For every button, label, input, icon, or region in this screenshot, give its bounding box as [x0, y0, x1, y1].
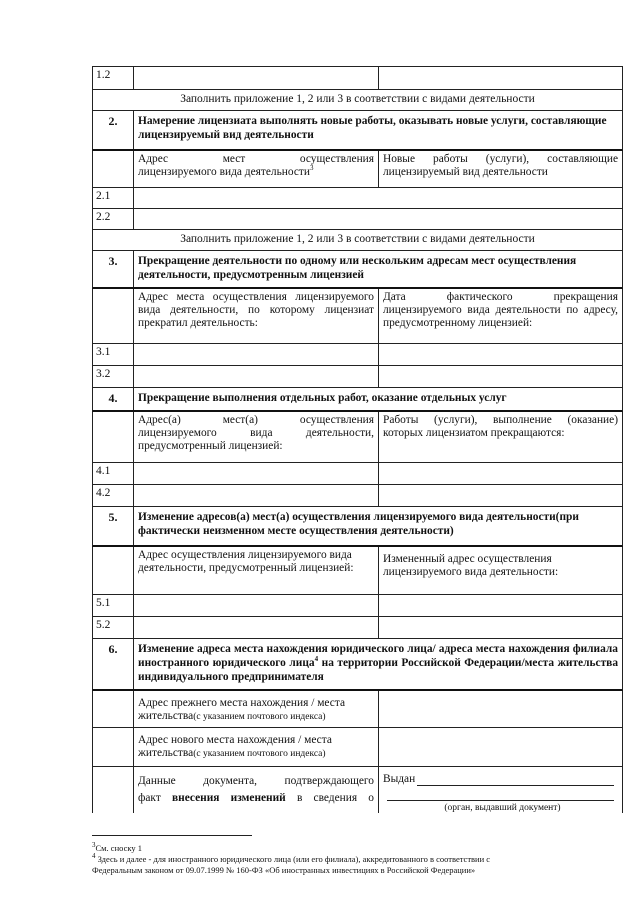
footnote-3: $^3$См. сноску 1	[92, 841, 142, 853]
column-label: Адрес(а) мест(а) осуществления лицензируемого вида деятельности, предусмотренный лицензией:	[134, 412, 379, 462]
input-cell[interactable]	[134, 209, 622, 229]
section-header	[92, 251, 623, 289]
section-title: Намерение лицензиата выполнять новые работы, оказывать новые услуги, составляющие лицензируемый вид деятельности	[138, 115, 607, 141]
input-cell[interactable]	[379, 463, 622, 484]
input-cell[interactable]	[134, 188, 622, 208]
table-row	[92, 728, 623, 767]
table-row	[92, 366, 623, 388]
column-label: Измененный адрес осуществления лицензируемого вида деятельности:	[383, 553, 559, 578]
footnote-divider	[92, 835, 252, 836]
input-cell[interactable]	[134, 463, 379, 484]
section-header	[92, 507, 623, 547]
input-cell[interactable]	[134, 617, 379, 638]
column-label: Новые работы (услуги), составляющие лицензируемый вид деятельности	[383, 153, 618, 178]
input-cell[interactable]	[379, 595, 622, 616]
input-cell[interactable]	[379, 728, 622, 766]
table-row	[92, 230, 623, 251]
field-label: Адрес нового места нахождения / места жительства(с указанием почтового индекса)	[134, 728, 379, 766]
issued-line[interactable]	[417, 774, 614, 786]
section-title: Изменение адресов(а) мест(а) осуществления лицензируемого вида деятельности(при фактически неизменном месте осуществления деятельности)	[138, 511, 579, 537]
column-label: Адрес осуществления лицензируемого вида деятельности, предусмотренный лицензией:	[134, 547, 379, 594]
section-header	[92, 639, 623, 691]
section-number: 2.	[93, 111, 134, 149]
table-row	[92, 547, 623, 595]
row-number: 2.2	[93, 209, 134, 229]
issuer-line[interactable]	[387, 790, 614, 801]
table-row	[92, 412, 623, 463]
section-number: 6.	[93, 639, 134, 689]
table-row	[92, 188, 623, 209]
row-number: 5.1	[93, 595, 134, 616]
table-row	[92, 151, 623, 188]
table-row	[92, 209, 623, 230]
column-label: Дата фактического прекращения лицензируемого вида деятельности по адресу, предусмотренному лицензией:	[383, 291, 618, 329]
table-row	[92, 595, 623, 617]
input-cell[interactable]	[379, 344, 622, 365]
table-row	[92, 767, 623, 813]
row-number: 4.2	[93, 485, 134, 506]
issued-label: Выдан	[383, 773, 416, 785]
section-title: Прекращение выполнения отдельных работ, оказание отдельных услуг	[138, 392, 507, 404]
row-number: 3.2	[93, 366, 134, 387]
section-header	[92, 111, 623, 151]
input-cell[interactable]	[379, 366, 622, 387]
input-cell[interactable]	[379, 67, 622, 89]
table-row	[92, 289, 623, 344]
row-number: 2.1	[93, 188, 134, 208]
table-row	[92, 344, 623, 366]
input-cell[interactable]	[379, 617, 622, 638]
section-number: 4.	[93, 388, 134, 410]
table-row	[92, 463, 623, 485]
table-row	[92, 691, 623, 728]
section-number: 3.	[93, 251, 134, 287]
issuer-field	[379, 767, 622, 813]
input-cell[interactable]	[134, 595, 379, 616]
input-cell[interactable]	[379, 691, 622, 727]
input-cell[interactable]	[134, 67, 379, 89]
column-label: Адрес мест осуществления лицензируемого вида деятельности$^3$	[134, 151, 379, 187]
form-table	[92, 66, 623, 813]
input-cell[interactable]	[134, 366, 379, 387]
column-label: Работы (услуги), выполнение (оказание) которых лицензиатом прекращаются:	[383, 414, 618, 439]
issuer-caption: (орган, выдавший документ)	[444, 803, 561, 813]
input-cell[interactable]	[134, 485, 379, 506]
row-number: 1.2	[93, 67, 134, 89]
section-header	[92, 388, 623, 412]
section-title: Прекращение деятельности по одному или нескольким адресам мест осуществления деятельности, предусмотренным лицензией	[138, 255, 577, 281]
instruction-text: Заполнить приложение 1, 2 или 3 в соответствии с видами деятельности	[180, 93, 535, 105]
footnote-4: $^4$ Здесь и далее - для иностранного юридического лица (или его филиала), аккредитованного в соответствии с Федеральным законом от 09.07.1999 № 160-ФЗ «Об иностранных инвестициях в Российской Федерации»	[92, 852, 491, 875]
row-number: 4.1	[93, 463, 134, 484]
table-row	[92, 90, 623, 111]
column-label: Адрес места осуществления лицензируемого вида деятельности, по которому лицензиат прекратил деятельность:	[134, 289, 379, 343]
table-row	[92, 617, 623, 639]
row-number: 5.2	[93, 617, 134, 638]
instruction-text: Заполнить приложение 1, 2 или 3 в соответствии с видами деятельности	[180, 233, 535, 245]
section-title: Изменение адреса места нахождения юридического лица/ адреса места нахождения филиала иностранного юридического лица$^4$ на территории Российской Федерации/места жительства индивидуального предпринимателя	[138, 643, 619, 683]
row-number: 3.1	[93, 344, 134, 365]
input-cell[interactable]	[134, 344, 379, 365]
table-row	[92, 66, 623, 90]
field-label: Данные документа, подтверждающего факт внесения изменений в сведения о	[134, 767, 379, 813]
section-number: 5.	[93, 507, 134, 545]
table-row	[92, 485, 623, 507]
input-cell[interactable]	[379, 485, 622, 506]
field-label: Адрес прежнего места нахождения / места жительства(с указанием почтового индекса)	[134, 691, 379, 727]
